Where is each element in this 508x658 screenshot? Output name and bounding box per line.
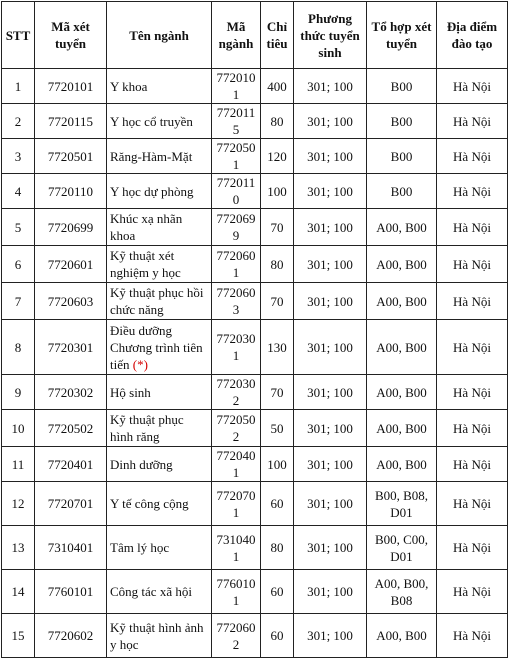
row-ma-xet-tuyen-cell: [35, 320, 107, 375]
row-to-hop-cell: [367, 320, 437, 375]
row-chi-tieu-cell: [261, 246, 294, 283]
row-to-hop-cell: [367, 209, 437, 246]
row-to-hop-text: A00, B00: [376, 339, 427, 355]
row-chi-tieu-text: 80: [270, 256, 284, 272]
row-ma-xet-tuyen-text: 7310401: [47, 540, 94, 555]
row-phuong-thuc-cell: [294, 447, 367, 482]
row-to-hop-cell: [367, 69, 437, 104]
row-chi-tieu-text: 70: [270, 219, 284, 235]
row-ma-nganh-cell: [212, 447, 261, 482]
row-dia-diem-text: Hà Nội: [453, 420, 491, 436]
table-row: [2, 174, 508, 209]
row-ma-nganh-text: 7720701: [216, 487, 256, 520]
row-ten-nganh-cell: [107, 614, 212, 658]
row-ma-xet-tuyen-text: 7720699: [47, 219, 94, 235]
row-ma-nganh-text: 7720699: [216, 211, 256, 243]
row-ten-nganh-text: Răng-Hàm-Mặt: [110, 148, 193, 164]
row-chi-tieu-text: 80: [270, 113, 284, 129]
row-ten-nganh-cell: [107, 320, 212, 375]
table-row: [2, 375, 508, 410]
row-stt-text: 8: [14, 339, 22, 355]
row-ten-nganh-cell: [107, 174, 212, 209]
row-stt-cell: [2, 570, 35, 614]
row-ma-xet-tuyen-cell: [35, 246, 107, 283]
row-phuong-thuc-text: 301; 100: [307, 148, 353, 164]
row-to-hop-cell: [367, 104, 437, 139]
row-ma-nganh-text: 7720110: [216, 175, 256, 207]
row-stt-text: 14: [11, 584, 25, 599]
row-ma-xet-tuyen-cell: [35, 614, 107, 658]
row-dia-diem-text: Hà Nội: [453, 456, 491, 472]
row-chi-tieu-cell: [261, 410, 294, 447]
row-chi-tieu-cell: [261, 139, 294, 174]
row-ma-xet-tuyen-text: 7720301: [47, 339, 94, 355]
row-stt-text: 6: [14, 256, 22, 272]
row-phuong-thuc-text: 301; 100: [307, 420, 353, 436]
row-ten-nganh-text: Y học cổ truyền: [110, 113, 193, 129]
row-to-hop-cell: [367, 447, 437, 482]
header-ten-nganh: Tên ngành: [107, 2, 212, 69]
row-chi-tieu-cell: [261, 526, 294, 570]
row-chi-tieu-cell: [261, 174, 294, 209]
row-ma-xet-tuyen-cell: [35, 69, 107, 104]
row-phuong-thuc-cell: [294, 246, 367, 283]
row-phuong-thuc-text: 301; 100: [307, 219, 353, 235]
row-ten-nganh-cell: [107, 283, 212, 320]
row-phuong-thuc-cell: [294, 283, 367, 320]
row-stt-text: 15: [11, 628, 25, 643]
table-row: [2, 570, 508, 614]
table-row: [2, 320, 508, 375]
row-to-hop-text: B00: [390, 78, 413, 94]
row-chi-tieu-text: 100: [267, 456, 287, 472]
row-ten-nganh-text: Dinh dưỡng: [110, 456, 173, 472]
row-ma-nganh-cell: [212, 320, 261, 375]
row-dia-diem-cell: [437, 246, 508, 283]
row-phuong-thuc-cell: [294, 570, 367, 614]
table-row: [2, 283, 508, 320]
advanced-program-note: (*): [132, 356, 148, 372]
row-ma-xet-tuyen-cell: [35, 174, 107, 209]
row-ten-nganh-text: Kỹ thuật xét nghiệm y học: [110, 248, 181, 280]
table-row: [2, 614, 508, 658]
row-ten-nganh-cell: [107, 410, 212, 447]
row-phuong-thuc-cell: [294, 526, 367, 570]
row-stt-cell: [2, 209, 35, 246]
row-ma-nganh-text: 7310401: [216, 531, 256, 564]
row-dia-diem-cell: [437, 320, 508, 375]
row-to-hop-text: A00, B00: [376, 420, 427, 436]
row-ten-nganh-text: Kỹ thuật phục hình răng: [110, 412, 184, 444]
row-to-hop-cell: [367, 139, 437, 174]
row-chi-tieu-cell: [261, 482, 294, 526]
row-stt-cell: [2, 410, 35, 447]
row-phuong-thuc-text: 301; 100: [307, 496, 353, 511]
row-ma-nganh-text: 7720502: [216, 412, 256, 444]
row-ma-nganh-text: 7720603: [216, 285, 256, 317]
row-to-hop-text: B00, C00, D01: [374, 531, 429, 564]
row-stt-text: 13: [11, 540, 25, 555]
row-ma-nganh-cell: [212, 410, 261, 447]
row-ten-nganh-text: Khúc xạ nhãn khoa: [110, 211, 183, 243]
row-ma-nganh-text: 7720302: [216, 376, 256, 408]
row-to-hop-text: A00, B00: [376, 256, 427, 272]
row-stt-cell: [2, 447, 35, 482]
row-dia-diem-text: Hà Nội: [453, 628, 491, 643]
row-dia-diem-text: Hà Nội: [453, 148, 491, 164]
row-ma-nganh-cell: [212, 570, 261, 614]
row-dia-diem-cell: [437, 570, 508, 614]
row-phuong-thuc-text: 301; 100: [307, 78, 353, 94]
row-dia-diem-cell: [437, 174, 508, 209]
row-ten-nganh-cell: [107, 570, 212, 614]
row-ma-nganh-cell: [212, 375, 261, 410]
row-to-hop-text: B00: [390, 113, 413, 129]
row-stt-cell: [2, 320, 35, 375]
row-chi-tieu-text: 70: [270, 293, 284, 309]
row-dia-diem-cell: [437, 283, 508, 320]
row-ma-nganh-cell: [212, 104, 261, 139]
row-to-hop-text: A00, B00, B08: [374, 575, 429, 608]
row-ten-nganh-text: Điều dưỡng Chương trình tiên tiến: [110, 322, 203, 372]
row-ma-nganh-cell: [212, 139, 261, 174]
row-chi-tieu-text: 70: [270, 384, 284, 400]
row-ma-xet-tuyen-text: 7720602: [47, 628, 94, 643]
header-chi-tieu: Chỉ tiêu: [261, 2, 294, 69]
row-ten-nganh-text: Công tác xã hội: [110, 584, 192, 599]
admission-table: [1, 1, 508, 658]
row-dia-diem-cell: [437, 209, 508, 246]
row-stt-cell: [2, 482, 35, 526]
row-to-hop-text: A00, B00: [376, 219, 427, 235]
row-ma-xet-tuyen-cell: [35, 375, 107, 410]
row-dia-diem-cell: [437, 375, 508, 410]
row-ma-nganh-cell: [212, 69, 261, 104]
row-to-hop-text: A00, B00: [376, 456, 427, 472]
row-ma-xet-tuyen-cell: [35, 209, 107, 246]
row-ma-nganh-text: 7720301: [216, 331, 256, 363]
row-ten-nganh-cell: [107, 104, 212, 139]
row-ma-xet-tuyen-text: 7720501: [47, 148, 94, 164]
row-phuong-thuc-text: 301; 100: [307, 113, 353, 129]
row-ma-xet-tuyen-cell: [35, 447, 107, 482]
row-stt-cell: [2, 174, 35, 209]
row-phuong-thuc-cell: [294, 209, 367, 246]
row-chi-tieu-text: 60: [270, 584, 284, 599]
table-row: [2, 139, 508, 174]
row-ten-nganh-cell: [107, 447, 212, 482]
table-row: [2, 209, 508, 246]
row-ma-xet-tuyen-cell: [35, 410, 107, 447]
row-dia-diem-cell: [437, 447, 508, 482]
row-chi-tieu-cell: [261, 614, 294, 658]
row-ten-nganh-cell: [107, 246, 212, 283]
row-phuong-thuc-text: 301; 100: [307, 384, 353, 400]
row-to-hop-cell: [367, 246, 437, 283]
row-stt-text: 1: [14, 78, 22, 94]
row-chi-tieu-cell: [261, 104, 294, 139]
row-ma-xet-tuyen-text: 7720601: [47, 256, 94, 272]
row-to-hop-text: B00: [390, 148, 413, 164]
row-to-hop-cell: [367, 174, 437, 209]
row-phuong-thuc-text: 301; 100: [307, 339, 353, 355]
row-phuong-thuc-cell: [294, 174, 367, 209]
row-stt-text: 9: [14, 384, 22, 400]
row-ten-nganh-text: Y học dự phòng: [110, 183, 194, 199]
row-stt-text: 3: [14, 148, 22, 164]
row-phuong-thuc-cell: [294, 69, 367, 104]
row-phuong-thuc-cell: [294, 410, 367, 447]
row-to-hop-cell: [367, 410, 437, 447]
row-dia-diem-text: Hà Nội: [453, 113, 491, 129]
row-ten-nganh-text: Tâm lý học: [110, 540, 170, 555]
row-ma-xet-tuyen-text: 7720101: [47, 78, 94, 94]
row-chi-tieu-cell: [261, 447, 294, 482]
row-chi-tieu-cell: [261, 209, 294, 246]
row-ma-xet-tuyen-cell: [35, 570, 107, 614]
table-row: [2, 410, 508, 447]
row-phuong-thuc-cell: [294, 375, 367, 410]
row-ma-nganh-cell: [212, 482, 261, 526]
row-phuong-thuc-text: 301; 100: [307, 456, 353, 472]
row-stt-text: 4: [14, 183, 22, 199]
row-ma-xet-tuyen-cell: [35, 104, 107, 139]
header-stt: STT: [2, 2, 35, 69]
row-stt-text: 10: [11, 420, 25, 436]
row-ma-xet-tuyen-cell: [35, 526, 107, 570]
row-phuong-thuc-text: 301; 100: [307, 293, 353, 309]
row-stt-text: 7: [14, 293, 22, 309]
row-to-hop-cell: [367, 570, 437, 614]
header-phuong-thuc: Phương thức tuyển sinh: [294, 2, 367, 69]
row-to-hop-text: A00, B00: [376, 628, 427, 643]
row-dia-diem-cell: [437, 139, 508, 174]
row-stt-cell: [2, 69, 35, 104]
row-dia-diem-cell: [437, 526, 508, 570]
row-ma-xet-tuyen-text: 7720110: [47, 183, 94, 199]
row-chi-tieu-text: 130: [267, 339, 287, 355]
row-ma-nganh-text: 7720101: [216, 70, 256, 102]
row-phuong-thuc-text: 301; 100: [307, 540, 353, 555]
row-to-hop-text: B00: [390, 183, 413, 199]
row-dia-diem-text: Hà Nội: [453, 183, 491, 199]
row-stt-cell: [2, 375, 35, 410]
row-chi-tieu-text: 50: [270, 420, 284, 436]
row-stt-cell: [2, 246, 35, 283]
row-to-hop-cell: [367, 283, 437, 320]
table-row: [2, 69, 508, 104]
row-to-hop-text: A00, B00: [376, 293, 427, 309]
row-ma-xet-tuyen-cell: [35, 482, 107, 526]
row-to-hop-cell: [367, 526, 437, 570]
row-phuong-thuc-cell: [294, 320, 367, 375]
row-ma-nganh-text: 7760101: [216, 575, 256, 608]
header-ma-xet-tuyen: Mã xét tuyển: [35, 2, 107, 69]
row-ma-xet-tuyen-cell: [35, 139, 107, 174]
row-ten-nganh-cell: [107, 209, 212, 246]
row-stt-cell: [2, 283, 35, 320]
row-dia-diem-text: Hà Nội: [453, 78, 491, 94]
row-ten-nganh-text: Kỹ thuật phục hồi chức năng: [110, 285, 204, 317]
row-ten-nganh-cell: [107, 375, 212, 410]
row-ten-nganh-text: Kỹ thuật hình ảnh y học: [110, 619, 204, 652]
row-ma-nganh-cell: [212, 246, 261, 283]
row-phuong-thuc-cell: [294, 104, 367, 139]
table-row: [2, 482, 508, 526]
row-dia-diem-cell: [437, 482, 508, 526]
row-to-hop-cell: [367, 375, 437, 410]
row-chi-tieu-text: 80: [270, 540, 284, 555]
row-stt-cell: [2, 139, 35, 174]
row-chi-tieu-cell: [261, 283, 294, 320]
table-row: [2, 104, 508, 139]
row-phuong-thuc-text: 301; 100: [307, 628, 353, 643]
row-stt-cell: [2, 614, 35, 658]
row-chi-tieu-cell: [261, 375, 294, 410]
row-dia-diem-text: Hà Nội: [453, 584, 491, 599]
row-ma-xet-tuyen-text: 7720603: [47, 293, 94, 309]
row-ma-nganh-cell: [212, 283, 261, 320]
header-to-hop: Tổ hợp xét tuyển: [367, 2, 437, 69]
row-ma-xet-tuyen-cell: [35, 283, 107, 320]
row-chi-tieu-text: 60: [270, 496, 284, 511]
row-to-hop-text: B00, B08, D01: [374, 487, 429, 520]
row-chi-tieu-cell: [261, 69, 294, 104]
row-ten-nganh-cell: [107, 69, 212, 104]
row-phuong-thuc-text: 301; 100: [307, 584, 353, 599]
row-ma-xet-tuyen-text: 7720115: [47, 113, 94, 129]
row-ma-nganh-text: 7720601: [216, 248, 256, 280]
row-ten-nganh-cell: [107, 139, 212, 174]
row-stt-text: 12: [11, 496, 25, 511]
row-dia-diem-cell: [437, 410, 508, 447]
row-to-hop-cell: [367, 614, 437, 658]
table-row: [2, 447, 508, 482]
row-stt-text: 2: [14, 113, 22, 129]
table-row: [2, 246, 508, 283]
row-dia-diem-text: Hà Nội: [453, 339, 491, 355]
header-ma-nganh: Mã ngành: [212, 2, 261, 69]
row-ten-nganh-text: Y tế công cộng: [110, 496, 189, 511]
row-chi-tieu-text: 400: [267, 78, 287, 94]
row-phuong-thuc-cell: [294, 482, 367, 526]
row-ma-xet-tuyen-text: 7720302: [47, 384, 94, 400]
row-stt-cell: [2, 526, 35, 570]
row-stt-text: 5: [14, 219, 22, 235]
row-dia-diem-cell: [437, 614, 508, 658]
row-ma-xet-tuyen-text: 7720502: [47, 420, 94, 436]
row-to-hop-text: A00, B00: [376, 384, 427, 400]
row-dia-diem-text: Hà Nội: [453, 540, 491, 555]
row-dia-diem-text: Hà Nội: [453, 384, 491, 400]
row-ma-xet-tuyen-text: 7720401: [47, 456, 94, 472]
row-ma-nganh-cell: [212, 174, 261, 209]
row-ma-nganh-text: 7720401: [216, 448, 256, 480]
row-ma-nganh-text: 7720115: [216, 105, 256, 137]
row-dia-diem-text: Hà Nội: [453, 219, 491, 235]
row-dia-diem-text: Hà Nội: [453, 496, 491, 511]
row-dia-diem-text: Hà Nội: [453, 293, 491, 309]
row-dia-diem-cell: [437, 69, 508, 104]
row-phuong-thuc-cell: [294, 614, 367, 658]
header-row: [2, 2, 508, 69]
row-ma-nganh-cell: [212, 209, 261, 246]
row-ten-nganh-text: Hộ sinh: [110, 384, 151, 400]
row-ten-nganh-cell: [107, 526, 212, 570]
row-chi-tieu-cell: [261, 570, 294, 614]
row-ma-nganh-text: 7720501: [216, 140, 256, 172]
row-ten-nganh-text: Y khoa: [110, 78, 148, 94]
header-dia-diem: Địa điểm đào tạo: [437, 2, 508, 69]
row-chi-tieu-text: 120: [267, 148, 287, 164]
row-stt-text: 11: [11, 456, 25, 472]
row-phuong-thuc-text: 301; 100: [307, 256, 353, 272]
row-ma-xet-tuyen-text: 7720701: [47, 496, 94, 511]
row-chi-tieu-cell: [261, 320, 294, 375]
row-ma-nganh-text: 7720602: [216, 619, 256, 652]
row-chi-tieu-text: 60: [270, 628, 284, 643]
table-row: [2, 526, 508, 570]
row-stt-cell: [2, 104, 35, 139]
row-phuong-thuc-cell: [294, 139, 367, 174]
row-ma-nganh-cell: [212, 614, 261, 658]
row-dia-diem-cell: [437, 104, 508, 139]
row-phuong-thuc-text: 301; 100: [307, 183, 353, 199]
row-ten-nganh-cell: [107, 482, 212, 526]
row-dia-diem-text: Hà Nội: [453, 256, 491, 272]
table-body: [2, 69, 508, 658]
row-to-hop-cell: [367, 482, 437, 526]
row-ma-xet-tuyen-text: 7760101: [47, 584, 94, 599]
row-chi-tieu-text: 100: [267, 183, 287, 199]
row-ma-nganh-cell: [212, 526, 261, 570]
